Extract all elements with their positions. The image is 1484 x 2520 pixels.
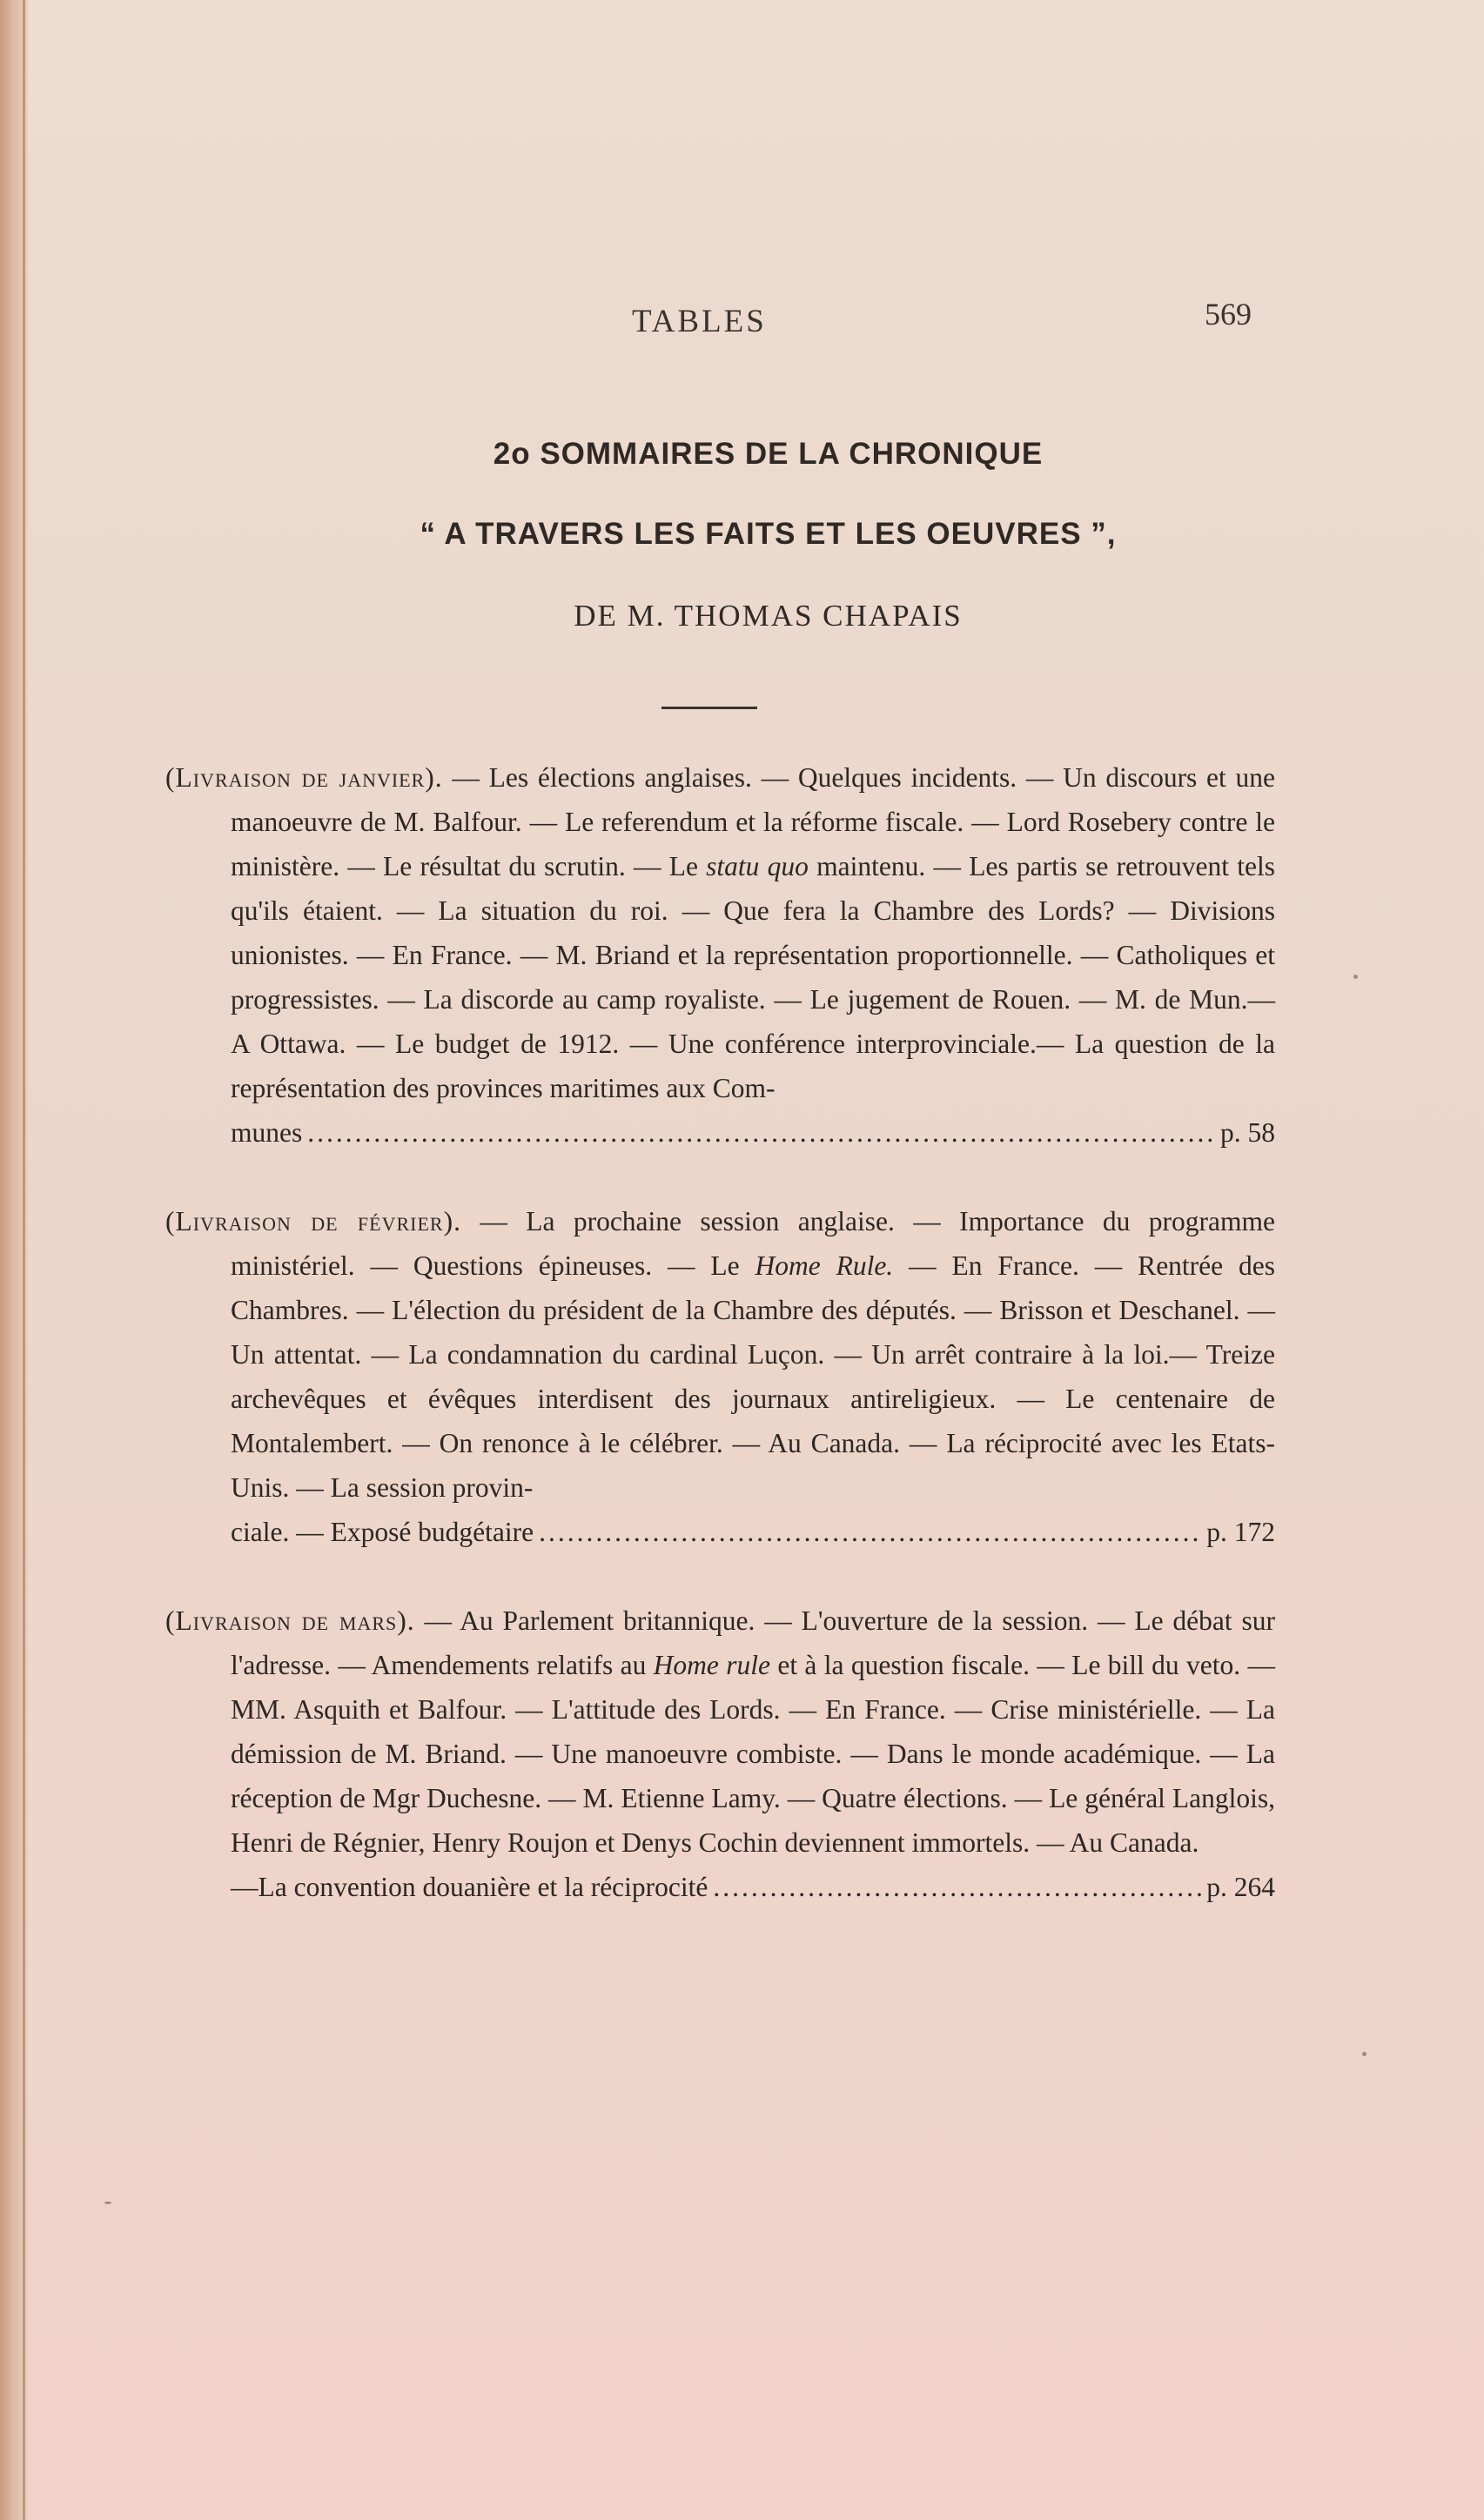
running-head: TABLES (632, 304, 767, 339)
page-reference: p. 172 (1206, 1517, 1275, 1547)
dot-leader (539, 1510, 1201, 1554)
paper-speck (1362, 2052, 1366, 2056)
entry-last-words: munes (231, 1117, 303, 1148)
entry-last-words: —La convention douanière et la réciprocité (231, 1872, 708, 1902)
entry-text: — La prochaine session anglaise. — Importance du programme ministériel. — Questions épineuses. — Le (231, 1206, 1275, 1281)
entry-last-words: ciale. — Exposé budgétaire (231, 1517, 534, 1547)
entry-text-continued: maintenu. — Les partis se retrouvent tels qu'ils étaient. — La situation du roi. — Que fera la Chambre des Lords? — Divisions unionistes. — En France. — M. Briand et la représentation proportionnelle. — Catholiques et progressistes. — La discorde au camp royaliste. — Le jugement de Rouen. — M. de Mun.— A Ottawa. — Le budget de 1912. — Une conférence interprovinciale.— La question de la représentation des provinces maritimes aux Com- (231, 851, 1275, 1103)
summary-list (165, 755, 1275, 1954)
entry-lead: (Livraison de février). (165, 1206, 461, 1237)
summary-entry-fevrier (165, 1199, 1275, 1554)
section-title-line-3: DE M. THOMAS CHAPAIS (574, 599, 963, 633)
entry-emphasis: Home rule (653, 1650, 770, 1680)
dot-leader (307, 1110, 1215, 1155)
entry-leader-line (231, 1510, 1275, 1554)
entry-leader-line (231, 1110, 1275, 1155)
paper-speck (104, 2202, 111, 2204)
entry-text-continued: et à la question fiscale. — Le bill du veto. — MM. Asquith et Balfour. — L'attitude des Lords. — En France. — Crise ministérielle. — La démission de M. Briand. — Une manoeuvre combiste. — Dans le monde académique. — La réception de Mgr Duchesne. — M. Etienne Lamy. — Quatre élections. — Le général Langlois, Henri de Régnier, Henry Roujon et Denys Cochin deviennent immortels. — Au Canada. (231, 1650, 1275, 1858)
binding-line (23, 0, 25, 2520)
section-rule (661, 707, 757, 709)
page-reference: p. 264 (1206, 1872, 1275, 1902)
section-title-line-2: “ A TRAVERS LES FAITS ET LES OEUVRES ”, (420, 517, 1117, 551)
entry-text: — Au Parlement britannique. — L'ouverture de la session. — Le débat sur l'adresse. — Amendements relatifs au (231, 1605, 1275, 1680)
summary-entry-janvier (165, 755, 1275, 1155)
section-title-line-1: 2o SOMMAIRES DE LA CHRONIQUE (493, 437, 1044, 471)
page-reference: p. 58 (1220, 1117, 1275, 1148)
entry-text: — Les élections anglaises. — Quelques incidents. — Un discours et une manoeuvre de M. Balfour. — Le referendum et la réforme fiscale. — Lord Rosebery contre le ministère. — Le résultat du scrutin. — Le (231, 762, 1275, 881)
page-number: 569 (1205, 297, 1252, 332)
entry-lead: (Livraison de mars). (165, 1605, 415, 1636)
entry-emphasis: Home Rule. (755, 1250, 894, 1281)
paper-speck (1353, 975, 1358, 979)
entry-leader-line (231, 1865, 1275, 1909)
summary-entry-mars (165, 1598, 1275, 1909)
entry-emphasis: statu quo (706, 851, 809, 881)
entry-text-continued: — En France. — Rentrée des Chambres. — L'élection du président de la Chambre des députés. — Brisson et Deschanel. — Un attentat. — La condamnation du cardinal Luçon. — Un arrêt contraire à la loi.— Treize archevêques et évêques interdisent des journaux antireligieux. — Le centenaire de Montalembert. — On renonce à le célébrer. — Au Canada. — La réciprocité avec les Etats-Unis. — La session provin- (231, 1250, 1275, 1503)
entry-lead: (Livraison de janvier). (165, 762, 443, 793)
dot-leader (713, 1865, 1201, 1909)
